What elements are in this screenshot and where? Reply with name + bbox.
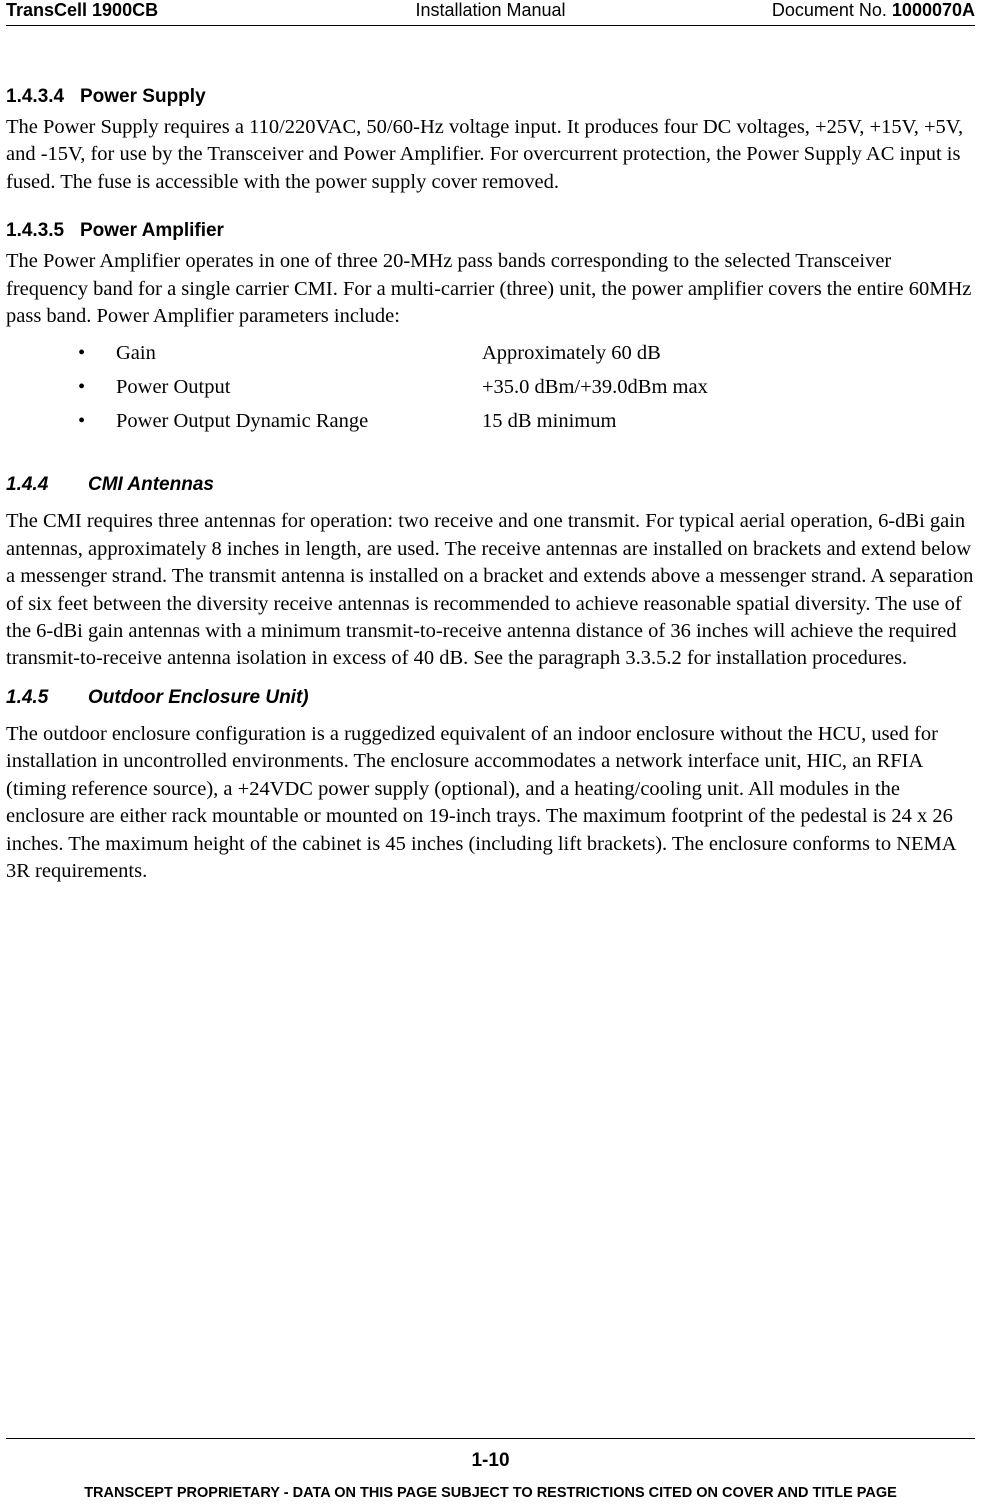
bullet: •: [78, 410, 86, 433]
section-title: Outdoor Enclosure Unit): [88, 686, 309, 708]
header-product: TransCell 1900CB: [6, 0, 159, 20]
header-doc-label: Document No.: [771, 0, 892, 20]
section-heading: [6, 86, 975, 108]
parameter-list: [6, 336, 975, 438]
bullet: •: [78, 376, 86, 399]
section-number: 1.4.3.4: [6, 86, 65, 107]
section-number: 1.4.3.5: [6, 220, 65, 242]
header-divider: [6, 25, 975, 26]
section-title: Power Amplifier: [80, 220, 224, 242]
section-body: The Power Amplifier operates in one of three 20-MHz pass bands corresponding to the selected Transceiver frequency band for a single carrier CMI. For a multi-carrier (three) unit, the power amplifier covers the entire 60MHz pass band. Power Amplifier parameters include:: [6, 250, 972, 328]
header-document-number: [772, 0, 975, 21]
parameter-item: [6, 370, 975, 404]
section-outdoor-enclosure: [6, 687, 975, 885]
section-body: The Power Supply requires a 110/220VAC, 50/60-Hz voltage input. It produces four DC voltages, +25V, +15V, +5V, and -15V, for use by the Transceiver and Power Amplifier. For overcurrent protection, the Power Supply AC input is fused. The fuse is accessible with the power supply cover removed.: [6, 116, 964, 193]
section-title: Power Supply: [80, 86, 206, 107]
section-body: The CMI requires three antennas for operation: two receive and one transmit. For typical aerial operation, 6-dBi gain antennas, approximately 8 inches in length, are used. The receive antennas are installed on brackets and extend below a messenger strand. The transmit antenna is installed on a bracket and extends above a messenger strand. A separation of six feet between the diversity receive antennas is recommended to achieve reasonable spatial diversity. The use of the 6-dBi gain antennas with a minimum transmit-to-receive antenna distance of 36 inches will achieve the required transmit-to-receive antenna isolation in excess of 40 dB. See the paragraph 3.3.5.2 for installation procedures.: [6, 510, 974, 670]
header-manual-title: Installation Manual: [415, 0, 566, 20]
parameter-item: [6, 336, 975, 370]
page-header: [6, 0, 975, 26]
parameter-name: Power Output Dynamic Range: [116, 410, 369, 433]
footer-divider: [6, 1438, 975, 1439]
parameter-value: +35.0 dBm/+39.0dBm max: [482, 376, 708, 399]
parameter-name: Gain: [116, 342, 156, 365]
bullet: •: [78, 342, 86, 365]
section-power-amplifier: [6, 220, 975, 438]
parameter-item: [6, 404, 975, 438]
section-power-supply: [6, 86, 975, 196]
section-heading: [6, 220, 975, 242]
section-heading: [6, 687, 975, 709]
parameter-value: Approximately 60 dB: [482, 342, 661, 365]
section-heading: [6, 474, 975, 496]
parameter-value: 15 dB minimum: [482, 410, 617, 433]
proprietary-notice: TRANSCEPT PROPRIETARY - DATA ON THIS PAGE SUBJECT TO RESTRICTIONS CITED ON COVER AND TITLE PAGE: [84, 1485, 897, 1501]
section-title: CMI Antennas: [88, 474, 214, 496]
section-number: 1.4.4: [6, 474, 49, 496]
page-number: 1-10: [471, 1450, 510, 1471]
header-doc-number: 1000070A: [891, 0, 975, 20]
parameter-name: Power Output: [116, 376, 231, 399]
section-body: The outdoor enclosure configuration is a ruggedized equivalent of an indoor enclosure without the HCU, used for installation in uncontrolled environments. The enclosure accommodates a network interface unit, HIC, an RFIA (timing reference source), a +24VDC power supply (optional), and a heating/cooling unit. All modules in the enclosure are either rack mountable or mounted on 19-inch trays. The maximum footprint of the pedestal is 24 x 26 inches. The maximum height of the cabinet is 45 inches (including lift brackets). The enclosure conforms to NEMA 3R requirements.: [6, 722, 956, 882]
page-content: [6, 86, 975, 885]
section-cmi-antennas: [6, 474, 975, 672]
section-number: 1.4.5: [6, 686, 49, 708]
